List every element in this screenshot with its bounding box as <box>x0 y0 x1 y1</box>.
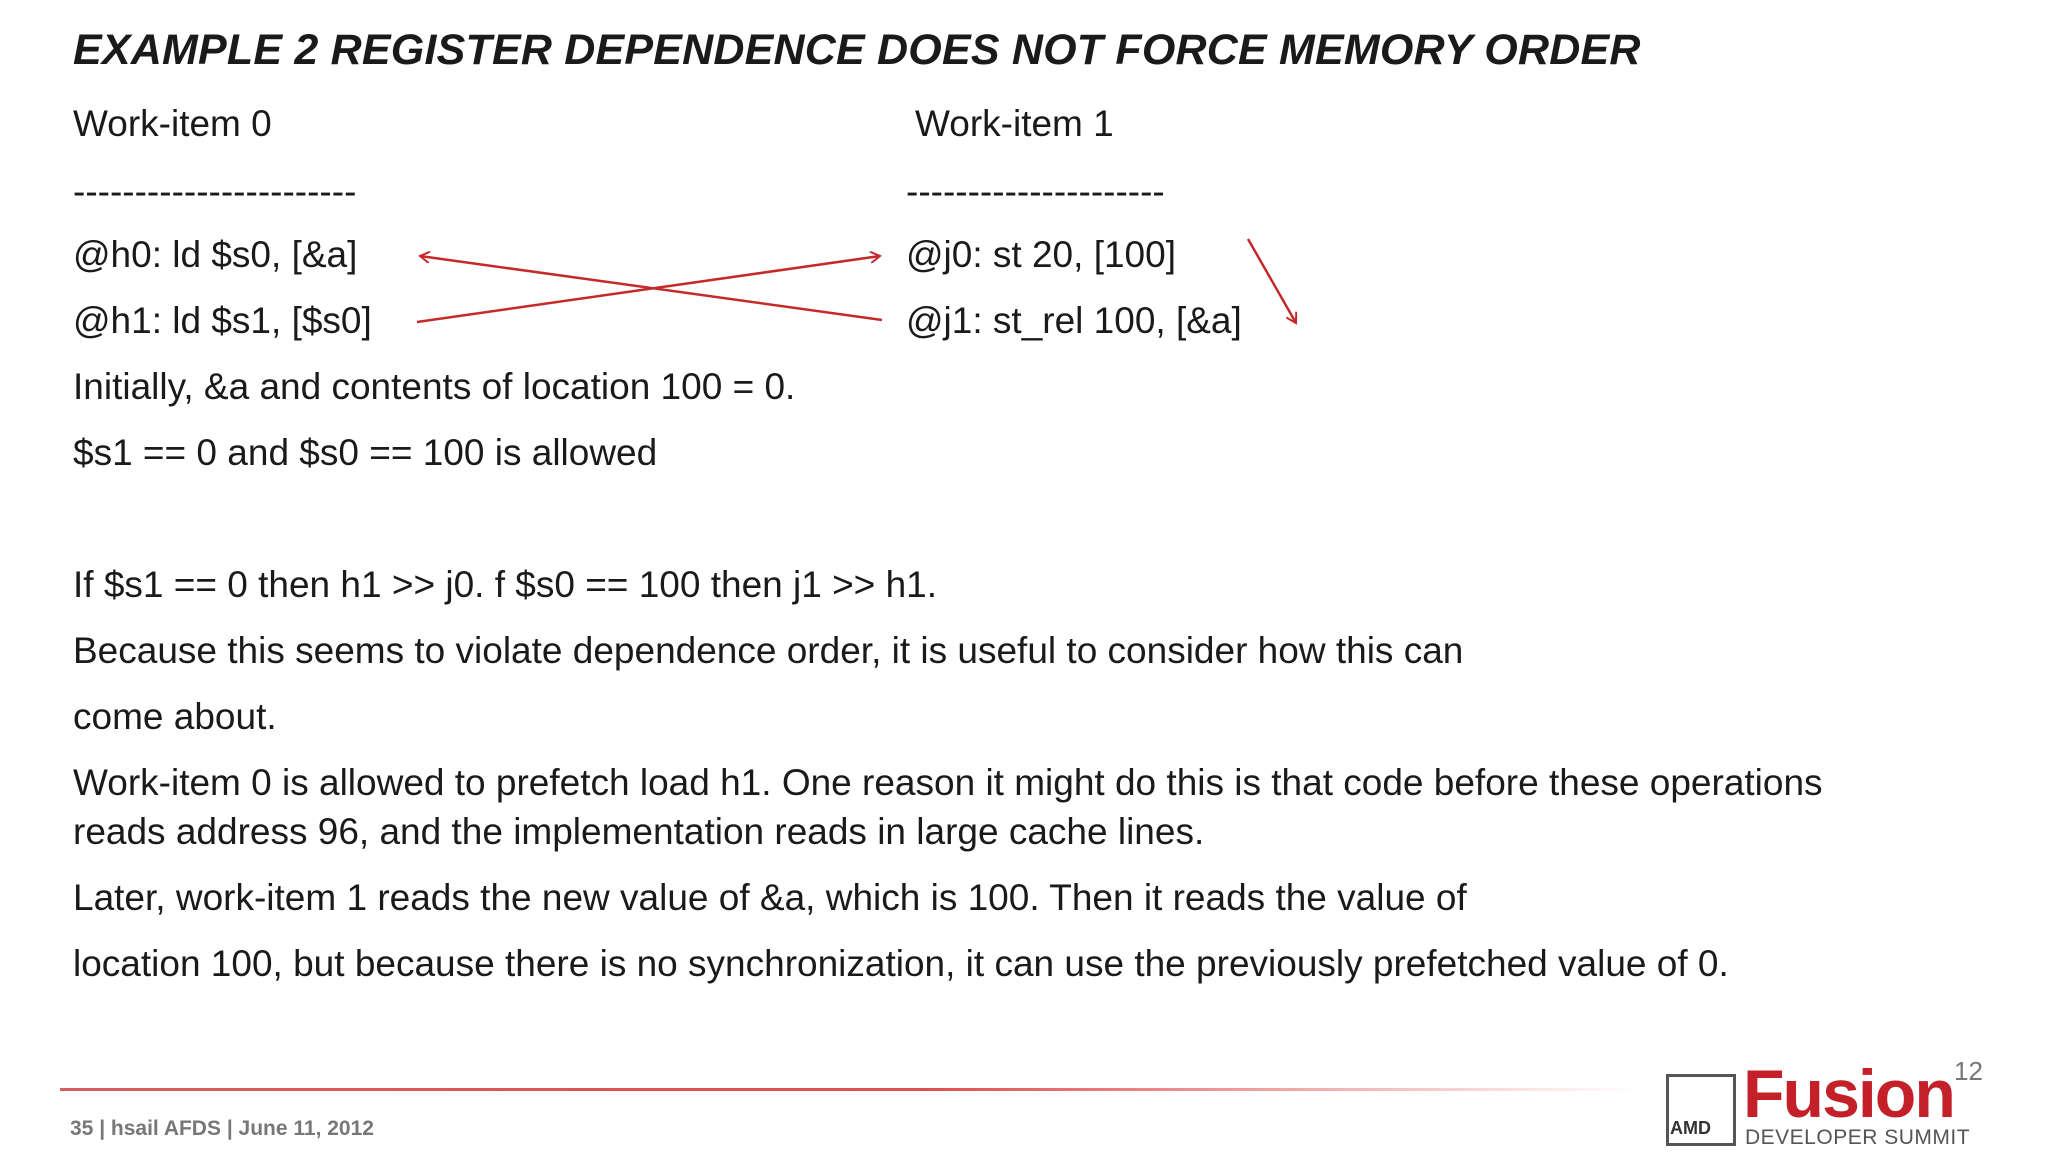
arrow-j0-to-j1 <box>1248 239 1296 323</box>
footer-text: 35 | hsail AFDS | June 11, 2012 <box>70 1117 374 1140</box>
amd-logo-text: AMD <box>1670 1118 1711 1138</box>
because-text-2: come about. <box>73 696 277 737</box>
fusion-wordmark: Fusion <box>1743 1056 1954 1132</box>
work-item-1-rule: --------------------- <box>906 171 1165 212</box>
developer-summit-text: DEVELOPER SUMMIT <box>1745 1126 1971 1149</box>
later-text-2: location 100, but because there is no synchronization, it can use the previously prefetched value of 0. <box>73 943 1729 984</box>
fusion-superscript: 12 <box>1954 1056 1983 1086</box>
initially-text: Initially, &a and contents of location 100 = 0. <box>73 366 796 407</box>
work-item-0-header: Work-item 0 <box>73 103 272 144</box>
prefetch-text-2: reads address 96, and the implementation reads in large cache lines. <box>73 811 1205 852</box>
if-text: If $s1 == 0 then h1 >> j0. f $s0 == 100 then j1 >> h1. <box>73 564 938 605</box>
work-item-0-rule: ----------------------- <box>73 171 357 212</box>
work-item-1-header: Work-item 1 <box>915 103 1114 144</box>
later-text-1: Later, work-item 1 reads the new value of &a, which is 100. Then it reads the value of <box>73 877 1467 918</box>
j0-instruction: @j0: st 20, [100] <box>906 234 1176 275</box>
prefetch-text-1: Work-item 0 is allowed to prefetch load h1. One reason it might do this is that code before these operations <box>73 762 1823 803</box>
fusion-logo <box>1662 1056 2002 1150</box>
slide-title: EXAMPLE 2 REGISTER DEPENDENCE DOES NOT FORCE MEMORY ORDER <box>73 26 1641 74</box>
footer-divider <box>60 1088 1640 1091</box>
j1-instruction: @j1: st_rel 100, [&a] <box>906 300 1242 341</box>
h0-instruction: @h0: ld $s0, [&a] <box>73 234 358 275</box>
allowed-text: $s1 == 0 and $s0 == 100 is allowed <box>73 432 658 473</box>
h1-instruction: @h1: ld $s1, [$s0] <box>73 300 372 341</box>
because-text-1: Because this seems to violate dependence order, it is useful to consider how this can <box>73 630 1464 671</box>
